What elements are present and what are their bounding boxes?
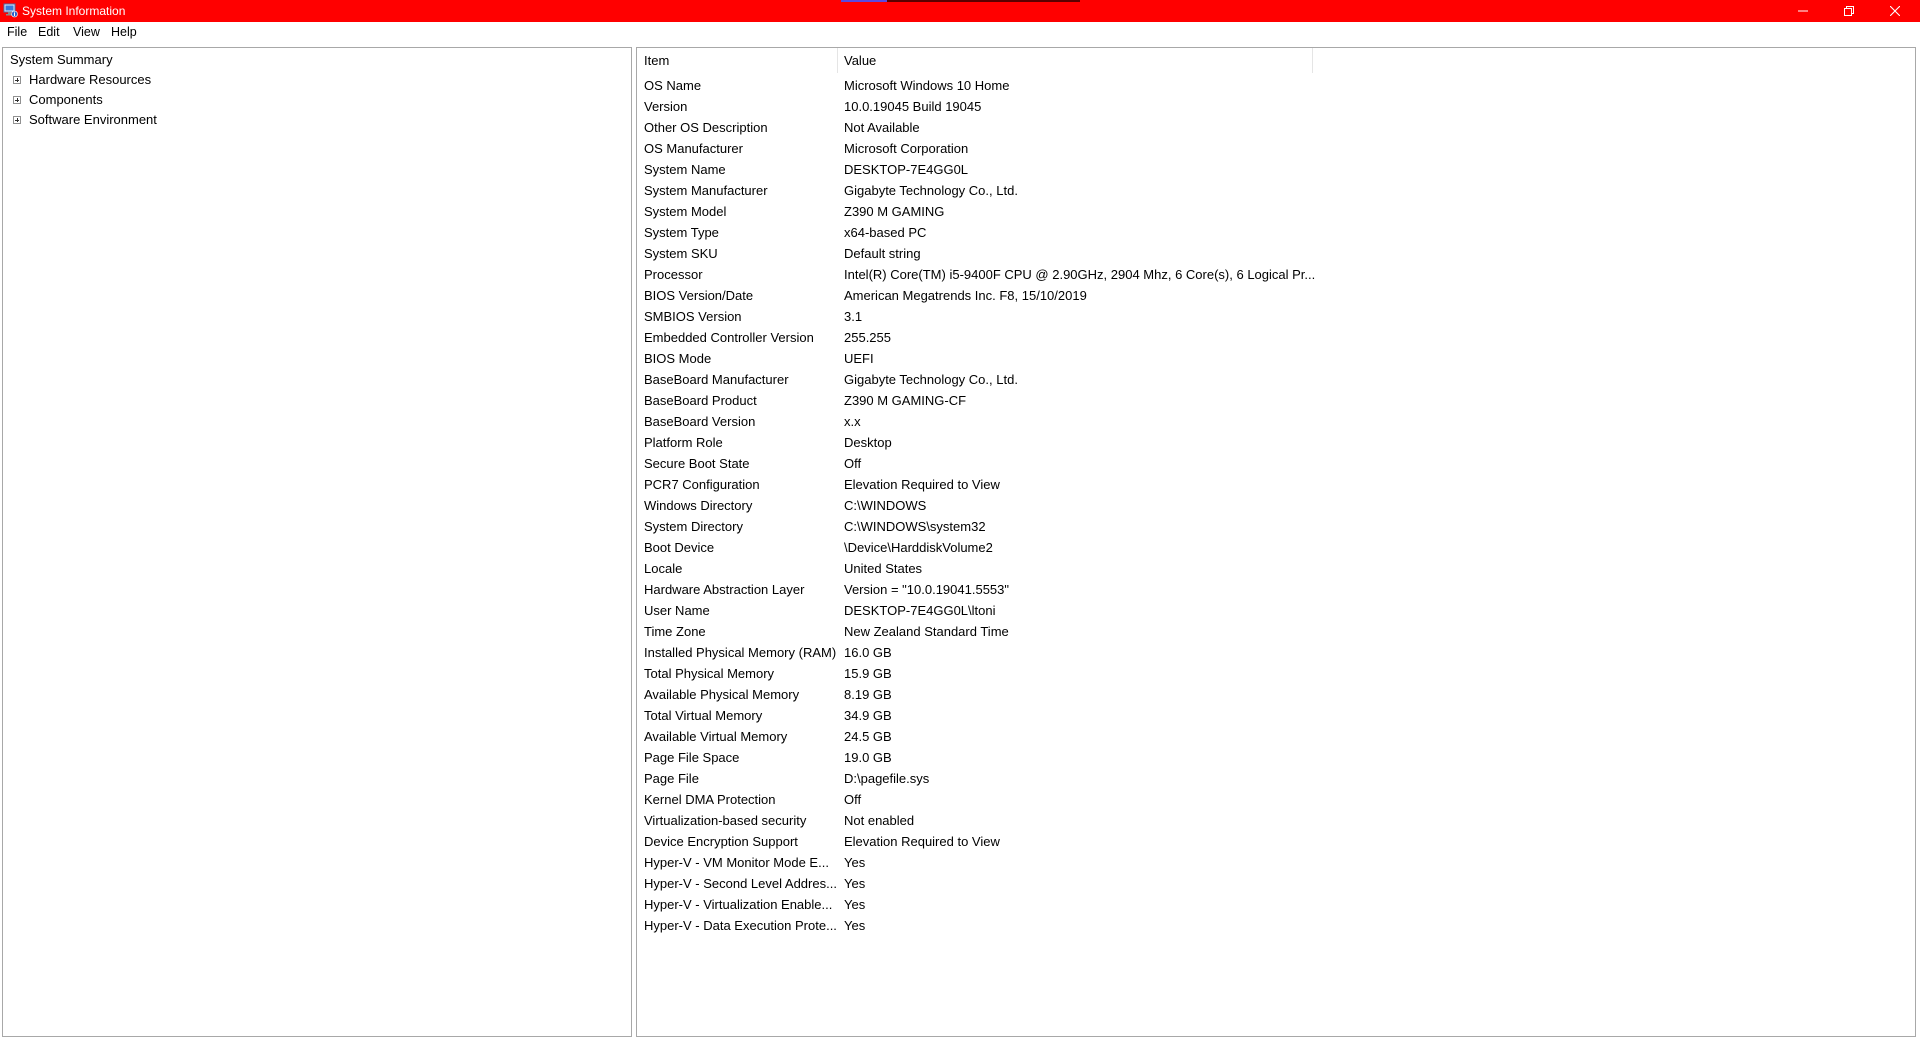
row-value: Off	[844, 456, 862, 471]
table-row[interactable]	[637, 159, 1913, 180]
row-item-label: Total Virtual Memory	[644, 708, 763, 723]
column-divider[interactable]	[1312, 48, 1313, 73]
table-row[interactable]	[637, 621, 1913, 642]
row-value: C:\WINDOWS	[844, 498, 927, 513]
menu-bar	[0, 22, 1920, 43]
row-item-label: System Type	[644, 225, 719, 240]
row-item-label: Hyper-V - VM Monitor Mode E...	[644, 855, 829, 870]
row-value: \Device\HarddiskVolume2	[844, 540, 993, 555]
table-row[interactable]	[637, 369, 1913, 390]
row-value: DESKTOP-7E4GG0L\ltoni	[844, 603, 996, 618]
table-row[interactable]	[637, 327, 1913, 348]
table-row[interactable]	[637, 726, 1913, 747]
row-value: Intel(R) Core(TM) i5-9400F CPU @ 2.90GHz, 2904 Mhz, 6 Core(s), 6 Logical Pr...	[844, 267, 1316, 282]
row-value: 255.255	[844, 330, 891, 345]
restore-icon	[1844, 6, 1854, 16]
table-row[interactable]	[637, 201, 1913, 222]
row-value: Gigabyte Technology Co., Ltd.	[844, 372, 1018, 387]
row-item-label: Locale	[644, 561, 683, 576]
row-item-label: Hardware Abstraction Layer	[644, 582, 805, 597]
table-row[interactable]	[637, 873, 1913, 894]
table-row[interactable]	[637, 537, 1913, 558]
row-item-label: Available Physical Memory	[644, 687, 800, 702]
row-value: United States	[844, 561, 923, 576]
row-value: Version = "10.0.19041.5553"	[844, 582, 1010, 597]
row-item-label: Kernel DMA Protection	[644, 792, 776, 807]
table-row[interactable]	[637, 705, 1913, 726]
expand-plus-icon[interactable]	[13, 96, 21, 104]
row-value: D:\pagefile.sys	[844, 771, 930, 786]
row-item-label: Hyper-V - Data Execution Prote...	[644, 918, 837, 933]
row-item-label: Time Zone	[644, 624, 706, 639]
row-item-label: BaseBoard Manufacturer	[644, 372, 789, 387]
table-row[interactable]	[637, 453, 1913, 474]
row-item-label: Page File Space	[644, 750, 740, 765]
row-item-label: User Name	[644, 603, 710, 618]
row-value: 24.5 GB	[844, 729, 892, 744]
column-header-item[interactable]: Item	[644, 53, 670, 68]
row-value: x64-based PC	[844, 225, 927, 240]
row-value: DESKTOP-7E4GG0L	[844, 162, 969, 177]
row-value: Yes	[844, 897, 866, 912]
row-item-label: System Name	[644, 162, 726, 177]
table-row[interactable]	[637, 663, 1913, 684]
close-icon	[1890, 6, 1900, 16]
table-row[interactable]	[637, 117, 1913, 138]
minimize-icon	[1798, 6, 1808, 16]
row-item-label: OS Name	[644, 78, 702, 93]
menu-edit[interactable]: Edit	[38, 25, 60, 39]
table-row[interactable]	[637, 831, 1913, 852]
table-row[interactable]	[637, 432, 1913, 453]
row-item-label: Platform Role	[644, 435, 723, 450]
row-value: New Zealand Standard Time	[844, 624, 1009, 639]
row-item-label: Other OS Description	[644, 120, 768, 135]
window-title: System Information	[22, 4, 126, 18]
column-header-value[interactable]: Value	[844, 53, 877, 68]
row-value: 19.0 GB	[844, 750, 892, 765]
system-information-app-icon	[3, 3, 18, 18]
table-row[interactable]	[637, 558, 1913, 579]
row-item-label: PCR7 Configuration	[644, 477, 760, 492]
table-row[interactable]	[637, 411, 1913, 432]
row-item-label: Windows Directory	[644, 498, 753, 513]
table-row[interactable]	[637, 894, 1913, 915]
row-value: C:\WINDOWS\system32	[844, 519, 986, 534]
table-row[interactable]	[637, 180, 1913, 201]
table-row[interactable]	[637, 474, 1913, 495]
row-value: 8.19 GB	[844, 687, 892, 702]
row-value: x.x	[844, 414, 861, 429]
row-value: 3.1	[844, 309, 863, 324]
row-value: 16.0 GB	[844, 645, 892, 660]
expand-plus-icon[interactable]	[13, 116, 21, 124]
title-bar[interactable]	[0, 0, 1920, 22]
row-value: Not Available	[844, 120, 920, 135]
table-row[interactable]	[637, 768, 1913, 789]
row-item-label: Processor	[644, 267, 703, 282]
table-row[interactable]	[637, 306, 1913, 327]
menu-view[interactable]: View	[73, 25, 100, 39]
title-accent-strip-2	[887, 0, 1080, 2]
tree-item-label: Software Environment	[29, 112, 157, 127]
table-row[interactable]	[637, 915, 1913, 936]
row-value: Not enabled	[844, 813, 915, 828]
row-item-label: Virtualization-based security	[644, 813, 807, 828]
row-item-label: Total Physical Memory	[644, 666, 775, 681]
table-row[interactable]	[637, 96, 1913, 117]
table-row[interactable]	[637, 747, 1913, 768]
row-value: Z390 M GAMING	[844, 204, 945, 219]
row-item-label: Hyper-V - Second Level Addres...	[644, 876, 837, 891]
row-item-label: BIOS Version/Date	[644, 288, 754, 303]
table-row[interactable]	[637, 516, 1913, 537]
row-value: 15.9 GB	[844, 666, 892, 681]
minimize-button[interactable]	[1780, 0, 1826, 22]
row-item-label: System Directory	[644, 519, 743, 534]
table-row[interactable]	[637, 852, 1913, 873]
row-value: Elevation Required to View	[844, 834, 1000, 849]
row-value: Microsoft Windows 10 Home	[844, 78, 1010, 93]
row-value: Microsoft Corporation	[844, 141, 969, 156]
row-item-label: Secure Boot State	[644, 456, 750, 471]
menu-help[interactable]: Help	[111, 25, 137, 39]
row-item-label: Boot Device	[644, 540, 715, 555]
row-item-label: BaseBoard Version	[644, 414, 756, 429]
close-button[interactable]	[1872, 0, 1918, 22]
row-value: Yes	[844, 855, 866, 870]
table-row[interactable]	[637, 810, 1913, 831]
tree-item-label: System Summary	[10, 52, 113, 67]
row-value: 10.0.19045 Build 19045	[844, 99, 982, 114]
row-value: American Megatrends Inc. F8, 15/10/2019	[844, 288, 1087, 303]
details-list-pane[interactable]	[636, 47, 1916, 1037]
row-item-label: Page File	[644, 771, 699, 786]
tree-item-system-summary[interactable]	[10, 50, 113, 70]
table-row[interactable]	[637, 684, 1913, 705]
table-row[interactable]	[637, 264, 1913, 285]
table-row[interactable]	[637, 75, 1913, 96]
table-row[interactable]	[637, 222, 1913, 243]
row-item-label: System SKU	[644, 246, 718, 261]
row-item-label: BIOS Mode	[644, 351, 712, 366]
table-row[interactable]	[637, 789, 1913, 810]
table-row[interactable]	[637, 495, 1913, 516]
row-item-label: System Manufacturer	[644, 183, 768, 198]
row-item-label: Installed Physical Memory (RAM)	[644, 645, 837, 660]
row-item-label: OS Manufacturer	[644, 141, 743, 156]
category-tree-pane[interactable]	[2, 47, 632, 1037]
table-row[interactable]	[637, 579, 1913, 600]
tree-item-label: Components	[29, 92, 103, 107]
tree-item-label: Hardware Resources	[29, 72, 152, 87]
table-row[interactable]	[637, 390, 1913, 411]
row-item-label: BaseBoard Product	[644, 393, 757, 408]
row-item-label: SMBIOS Version	[644, 309, 742, 324]
row-value: Gigabyte Technology Co., Ltd.	[844, 183, 1018, 198]
row-value: Yes	[844, 918, 866, 933]
table-row[interactable]	[637, 243, 1913, 264]
details-list	[637, 75, 1913, 936]
row-value: 34.9 GB	[844, 708, 892, 723]
row-value: Z390 M GAMING-CF	[844, 393, 967, 408]
row-item-label: Version	[644, 99, 688, 114]
table-row[interactable]	[637, 285, 1913, 306]
table-row[interactable]	[637, 642, 1913, 663]
row-value: Yes	[844, 876, 866, 891]
table-row[interactable]	[637, 348, 1913, 369]
title-accent-strip-1	[841, 0, 887, 2]
table-row[interactable]	[637, 600, 1913, 621]
row-value: Off	[844, 792, 862, 807]
menu-file[interactable]: File	[7, 25, 28, 39]
expand-plus-icon[interactable]	[13, 76, 21, 84]
column-divider[interactable]	[837, 48, 838, 73]
row-value: UEFI	[844, 351, 874, 366]
restore-button[interactable]	[1826, 0, 1872, 22]
row-item-label: Device Encryption Support	[644, 834, 798, 849]
row-item-label: Embedded Controller Version	[644, 330, 814, 345]
row-item-label: System Model	[644, 204, 727, 219]
row-value: Default string	[844, 246, 921, 261]
row-item-label: Available Virtual Memory	[644, 729, 788, 744]
row-item-label: Hyper-V - Virtualization Enable...	[644, 897, 833, 912]
row-value: Desktop	[844, 435, 892, 450]
row-value: Elevation Required to View	[844, 477, 1000, 492]
table-row[interactable]	[637, 138, 1913, 159]
